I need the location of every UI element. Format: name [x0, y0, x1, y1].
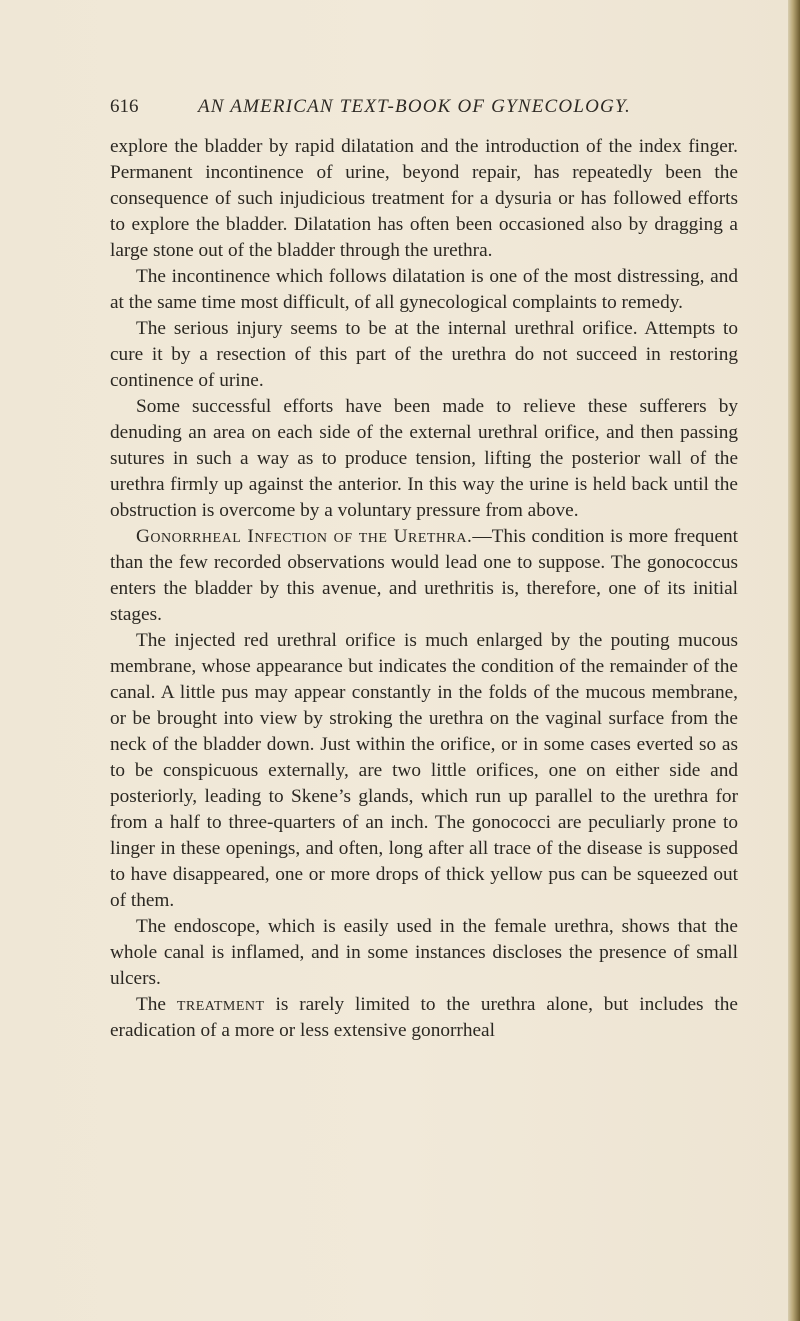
treatment-term: treatment [176, 994, 265, 1015]
paragraph-8: The treatment is rarely limited to the urethra alone, but includes the eradication of a more or less extensive gonorrheal [110, 994, 738, 1041]
paragraph-5: Gonorrheal Infection of the Urethra.—This condition is more frequent than the few recorded observations would lead one to suppose. The gonococcus enters the bladder by this avenue, and urethritis is, therefore, one of its initial stages. [110, 526, 738, 625]
paragraph-3: The serious injury seems to be at the internal urethral orifice. Attempts to cure it by a resection of this part of the urethra do not succeed in restoring continence of urine. [110, 318, 738, 391]
section-heading: Gonorrheal Infection of the Urethra. [136, 526, 473, 547]
running-header [110, 96, 750, 126]
running-title: AN AMERICAN TEXT-BOOK OF GYNECOLOGY. [198, 96, 631, 117]
paragraph-6: The injected red urethral orifice is much enlarged by the pouting mucous membrane, whose appearance but indicates the condition of the remainder of the canal. A little pus may appear constantly in the folds of the mucous membrane, or be brought into view by stroking the urethra on the vaginal surface from the neck of the bladder down. Just within the orifice, or in some cases everted so as to be conspicuous externally, are two little orifices, one on either side and posteriorly, leading to Skene’s glands, which run up parallel to the urethra for from a half to three-quarters of an inch. The gonococci are peculiarly prone to linger in these openings, and often, long after all trace of the disease is supposed to have disappeared, one or more drops of thick yellow pus can be squeezed out of them. [110, 630, 738, 911]
paragraph-2: The incontinence which follows dilatation is one of the most distressing, and at the same time most difficult, of all gynecological complaints to remedy. [110, 266, 738, 313]
paragraph-4: Some successful efforts have been made to relieve these sufferers by denuding an area on each side of the external urethral orifice, and then passing sutures in such a way as to produce tension, lifting the posterior wall of the urethra firmly up against the anterior. In this way the urine is held back until the obstruction is overcome by a voluntary pressure from above. [110, 396, 738, 521]
paragraph-7: The endoscope, which is easily used in the female urethra, shows that the whole canal is inflamed, and in some instances discloses the presence of small ulcers. [110, 916, 738, 989]
page-edge [788, 0, 800, 1321]
paragraph-1: explore the bladder by rapid dilatation and the introduction of the index finger. Permanent incontinence of urine, beyond repair, has repeatedly been the consequence of such injudicious treatment for a dysuria or has followed efforts to explore the bladder. Dilatation has often been occasioned also by dragging a large stone out of the bladder through the urethra. [110, 136, 738, 261]
body-text [110, 134, 738, 1044]
page-number: 616 [110, 96, 139, 117]
